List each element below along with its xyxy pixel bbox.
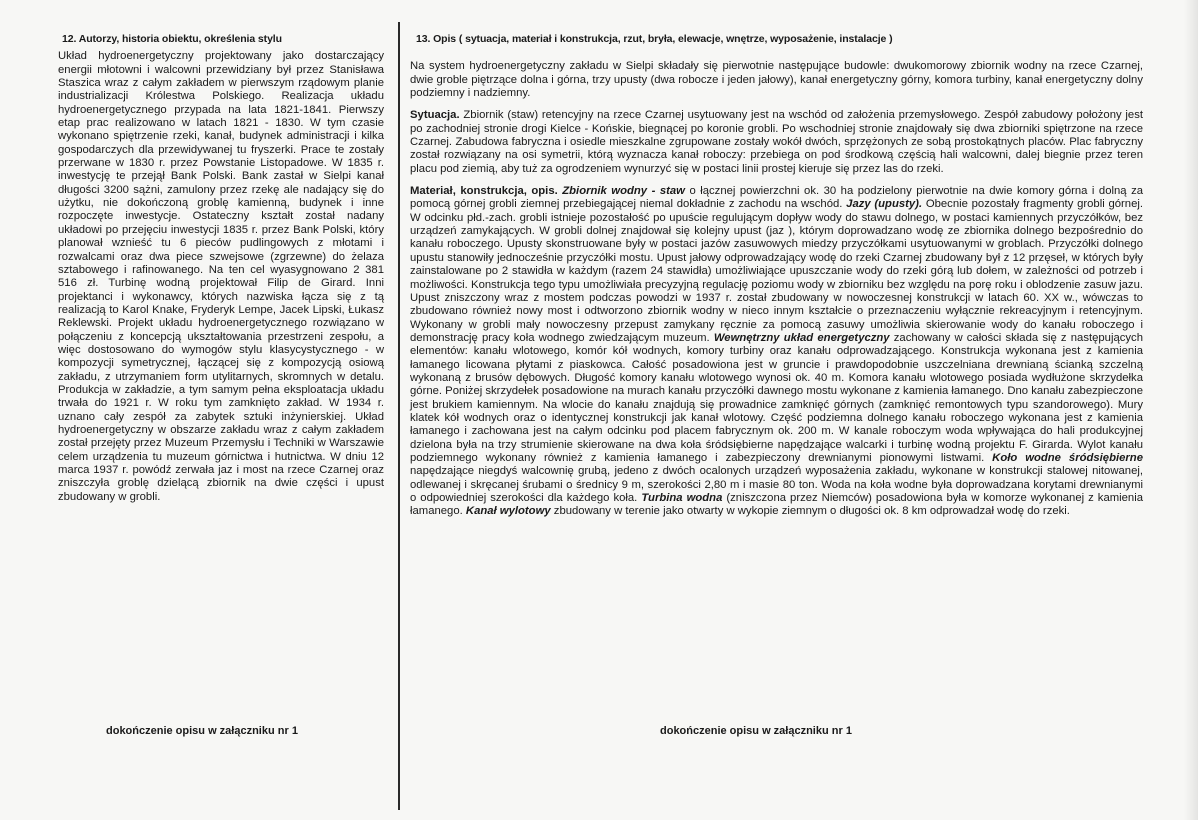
material-text-3: zachowany w całości składa się z następujących elementów: kanału wlotowego, komór kół wodnych, komory turbiny oraz kanału odprowadzającego. Konstrukcja wykonana jest z kamienia łamanego licowana płytami z piaskowca. Całość posadowiona jest w gruncie i prawdopodobnie uszczelniana drewnianą ścianką szczelną wykonaną z brusów dębowych. Długość komory kanału wlotowego wynosi ok. 40 m. Komora kanału wlotowego posiada wydłużone skrzydełka górne. Poniżej skrzydełek posadowione na murach kanału przyczółki dawnego mostu wykonane z kamienia łamanego. Dno kanału zabezpieczone jest brukiem kamiennym. Na wlocie do kanału znajdują się prowadnice zamknięć górnych (zamknięć remontowych typu szandorowego). Mury klatek kół wodnych oraz o identycznej konstrukcji jak kanał wlotowy. Część podziemna dolnego kanału roboczego wykonana jest z kamienia łamanego i zachowana jest na całym odcinku pod placem fabrycznym ok. 200 m. W kanale roboczym woda wpływająca do hali produkcyjnej dzielona była na trzy strumienie skierowane na dwa koła śródsiębierne napędzające walcarki i turbinę wodną projektu F. Girarda. Wylot kanału podziemnego wykonany również z kamienia łamanego i zabezpieczony drewnianymi pionowymi listwami. xyxy=(410,331,1143,464)
sytuacja-text: Zbiornik (staw) retencyjny na rzece Czarnej usytuowany jest na wschód od założenia przemysłowego. Zespół zabudowy położony jest po zachodniej stronie drogi Kielce - Końskie, biegnącej po koronie grobli. Po wschodniej stronie znajdowały się dwa zbiorniki spiętrzone na rzece Czarnej. Zabudowa fabryczna i osiedle mieszkalne zgrupowane zostały wokół dwóch, sprzężonych ze sobą prostokątnych placów. Plac fabryczny został rozwiązany na osi symetrii, którą wyznacza kanał roboczy: przebiega on pod środkową częścią hali walcowni, dalej biegnie przez teren placu pod ziemią, aby tuż za ogrodzeniem wynurzyć się w postaci linii prostej kieruje się przez las do rzeki. xyxy=(410,109,1143,175)
material-paragraph xyxy=(410,185,1143,519)
material-text-4: napędzające niegdyś walcownię grubą, jedeno z dwóch ocalonych urządzeń wyposażenia zakładu, wykonane w konstrukcji stalowej nitowanej, odlewanej i skręcanej śrubami o średnicy 9 m, szerokości 2,80 m i masie 80 ton. Woda na koła wodne była doprowadzana korytami drewnianymi o odpowiedniej szerokości dla każdego koła. xyxy=(410,465,1143,504)
kanal-label: Kanał wylotowy xyxy=(465,505,551,518)
section-12-heading: 12. Autorzy, historia obiektu, określenia stylu xyxy=(62,33,282,45)
left-footer-note: dokończenie opisu w załączniku nr 1 xyxy=(106,725,298,737)
zbiornik-label: Zbiornik wodny - staw xyxy=(562,185,685,198)
material-text-2: Obecnie pozostały fragmenty grobli górnej. W odcinku płd.-zach. grobli istnieje pozostałość po upuście regulującym dopływ wody do stawu dolnego, w postaci kamiennych przyczółków, bez urządzeń zamykających. W grobli dolnej znajdował się kolejny upust (jaz ), którym doprowadzano wodę ze zbiornika dolnego bezpośrednio do kanału roboczego. Upusty skonstruowane były w postaci jazów zasuwowych miedzy przyczółkami usytuowanymi w groblach. Przyczółki dolnego upustu stanowiły jednocześnie przyczółki mostu. Upust jałowy odprowadzający wodę do rzeki Czarnej zbudowany był z 12 przęseł, w których były zainstalowane po 2 stawidła w każdym (razem 24 stawidła) umożliwiające upuszczanie wody do rzeki górą lub dołem, w zależności od potrzeb i możliwości. Konstrukcja tego typu umożliwiała precyzyjną regulację poziomu wody w zbiorniku bez względu na porę roku i oblodzenie zasuw jazu. Upust zniszczony wraz z mostem podczas powodzi w 1937 r. został zbudowany w nowoczesnej konstrukcji w latach 60. XX w., wówczas to zbudowano również nowy most i odtworzono zbiornik wodny w nieco innym kształcie o przeznaczeniu wyłącznie rekreacyjnym i retencyjnym. Wykonany w grobli mały nowoczesny przepust zamykany ręcznie za pomocą zasuwy umożliwia skierowanie wody do kanału roboczego i demonstrację pracy koła wodnego zwiedzającym muzeum. xyxy=(410,198,1143,344)
section-13-heading: 13. Opis ( sytuacja, materiał i konstrukcja, rzut, bryła, elewacje, wnętrze, wyposażenie, instalacje ) xyxy=(416,33,893,45)
column-divider xyxy=(398,22,400,810)
material-text-5: (zniszczona przez Niemców) posadowiona była w komorze wykonanej z kamienia łamanego. xyxy=(410,492,1144,518)
right-footer-note: dokończenie opisu w załączniku nr 1 xyxy=(660,725,852,737)
material-text-1: o łącznej powierzchni ok. 30 ha podzielony pierwotnie na dwie komory górna i dolną za pomocą górnej grobli ziemnej przebiegającej niemal dokładnie z zachodu na wschód. xyxy=(410,185,1144,211)
jazy-label: Jazy (upusty). xyxy=(846,198,923,211)
wewnetrzny-label: Wewnętrzny układ energetyczny xyxy=(713,331,890,344)
sytuacja-label: Sytuacja. xyxy=(410,109,460,122)
material-text-6: zbudowany w terenie jako otwarty w wykopie ziemnym o długości ok. 8 km odprowadzał wodę do rzeki. xyxy=(550,505,1070,518)
kolo-label: Koło wodne śródsiębierne xyxy=(992,451,1143,464)
scan-edge-shadow xyxy=(1184,0,1198,820)
turbina-label: Turbina wodna xyxy=(641,492,723,504)
right-column xyxy=(410,33,1143,793)
left-column xyxy=(58,33,384,793)
sytuacja-paragraph xyxy=(410,109,1143,176)
section-12-body: Układ hydroenergetyczny projektowany jako dostarczający energii młotowni i walcowni przewidziany był przez Stanisława Staszica wraz z całym zakładem w pierwszym rządowym planie industrializacji Królestwa Polskiego. Realizacja układu hydroenergetycznego przypada na lata 1821-1841. Pierwszy etap prac realizowano w latach 1821 - 1830. W tym czasie wykonano spiętrzenie rzeki, kanał, budynek administracji i kilka gospodarczych dla przewidywanej tu fryszerki. Prace te zostały przerwane w 1830 r. przez Powstanie Listopadowe. W 1835 r. inwestycję te przejął Bank Polski. Bank zastał w Sielpi kanał długości 3200 sążni, zamulony przez rzekę ale nadający się do użytku, nie dokończoną groblę kamienną, budynek i inne rozpoczęte inwestycje. Ostateczny kształt został nadany układowi po przejęciu inwestycji 1835 r. przez Bank Polski, który planował wznieść tu 6 pieców pudlingowych z młotami i rozwalcami oraz dwa piece szwejsowe (zgrzewne) do żelaza sztabowego i rafinowanego. Na ten cel wyasygnowano 2 381 516 zł. Turbinę wodną projektował Filip de Girard. Inni projektanci i wykonawcy, których nazwiska łącza się z tą realizacją to Karol Knake, Fryderyk Lempe, Jacek Lipski, Łukasz Reklewski. Projekt układu hydroenergetycznego rozwiązano w połączeniu z koncepcją ukształtowania przestrzeni zespołu, a więc dostosowano do wymogów stylu klasycystycznego - w kompozycji symetrycznej, łączącej się z kompozycją osiową zakładu, z utrzymaniem form utylitarnych, skromnych w detalu. Produkcja w zakładzie, a tym samym pełna eksploatacja układu trwała do 1921 r. W roku tym zamknięto zakład. W 1934 r. uznano cały zespół za zabytek sztuki inżynierskiej. Układ hydroenergetyczny w obszarze zakładu wraz z całym zakładem został przejęty przez Muzeum Przemysłu i Techniki w Warszawie celem urządzenia tu muzeum górnictwa i hutnictwa. W dniu 12 marca 1937 r. powódź zerwała jaz i most na rzece Czarnej oraz zniszczyła groblę dzielącą zbiornik na dwie części i upust zbudowany w grobli. xyxy=(58,50,384,503)
intro-paragraph: Na system hydroenergetyczny zakładu w Sielpi składały się pierwotnie następujące budowle: dwukomorowy zbiornik wodny na rzece Czarnej, dwie groble piętrzące dolna i górna, trzy upusty (dwa robocze i jeden jałowy), kanał energetyczny górny, komora turbiny, kanał energetyczny dolny podziemny i nadziemny. xyxy=(410,60,1143,100)
material-label: Materiał, konstrukcja, opis. xyxy=(410,185,558,198)
